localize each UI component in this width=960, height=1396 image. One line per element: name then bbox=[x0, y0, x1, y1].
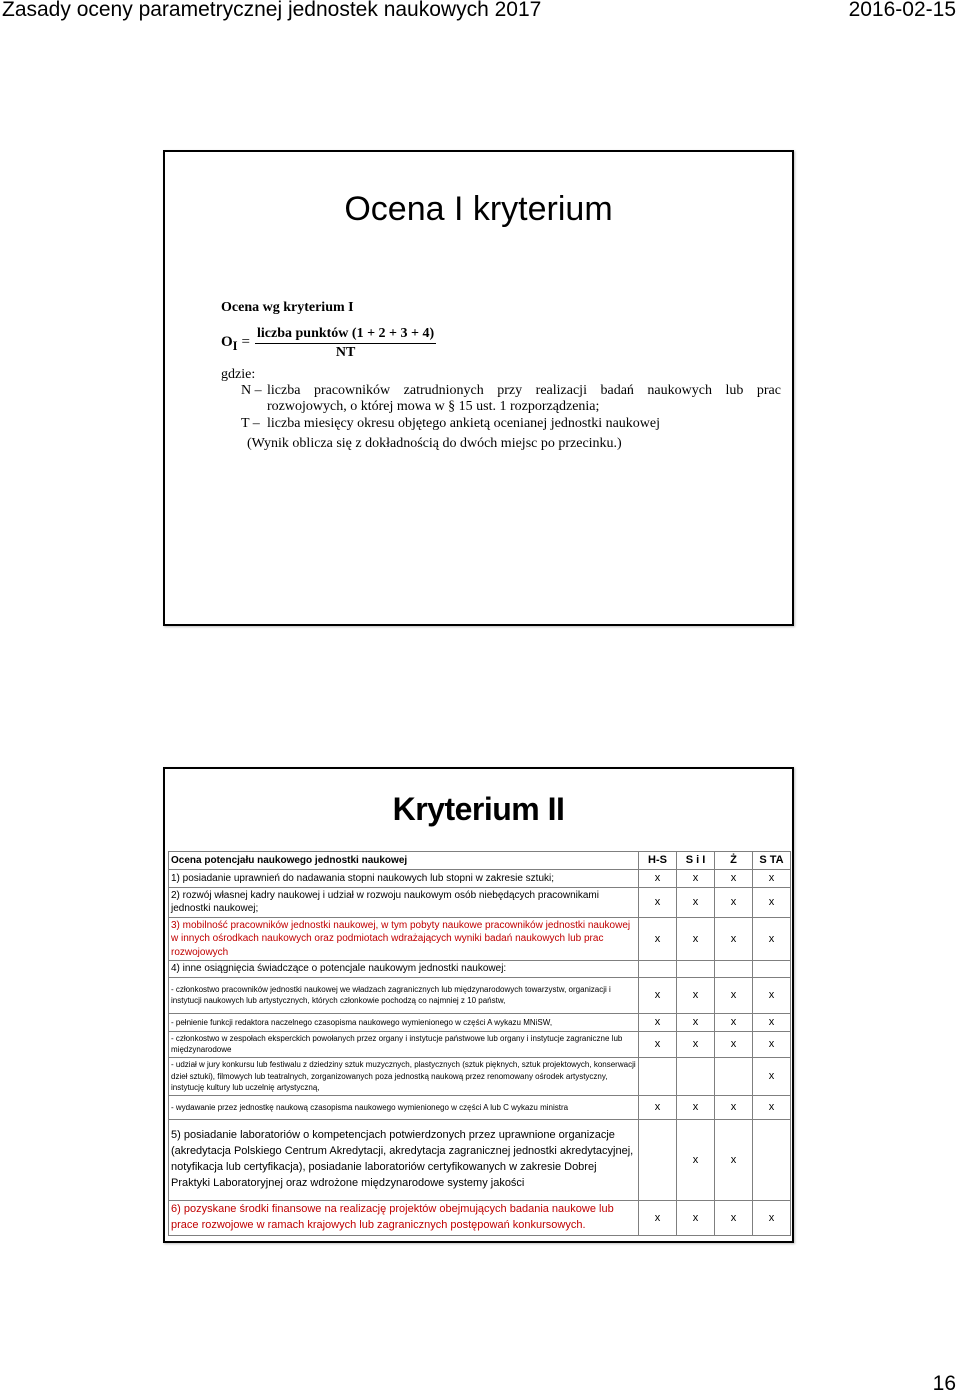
row-mark: x bbox=[639, 917, 677, 961]
row-mark: x bbox=[677, 917, 715, 961]
table-row bbox=[169, 1201, 791, 1236]
formula-note: (Wynik oblicza się z dokładnością do dwóch miejsc po przecinku.) bbox=[247, 435, 622, 451]
definition-symbol: T – bbox=[241, 415, 260, 431]
row-label: - wydawanie przez jednostkę naukową czasopisma naukowego wymienionego w części A lub C wykazu ministra bbox=[169, 1095, 639, 1120]
row-mark: x bbox=[753, 917, 791, 961]
row-mark: x bbox=[753, 887, 791, 917]
row-mark: x bbox=[639, 1095, 677, 1120]
row-mark: x bbox=[677, 1095, 715, 1120]
row-label: - udział w jury konkursu lub festiwalu z dziedziny sztuk muzycznych, plastycznych (sztuk pięknych, sztuk projektowych, konserwacji dzieł sztuki), filmowych lub teatralnych, zorganizowanych poza jednostką naukową przez renomowany ośrodek artystyczny, instytucję kultury lub uczelnię artystyczną, bbox=[169, 1057, 639, 1095]
row-mark: x bbox=[639, 977, 677, 1013]
page-number: 16 bbox=[932, 1372, 956, 1395]
row-mark: x bbox=[677, 1031, 715, 1057]
row-mark: x bbox=[753, 1095, 791, 1120]
row-mark: x bbox=[753, 1201, 791, 1236]
row-mark: x bbox=[753, 869, 791, 887]
row-mark: x bbox=[639, 869, 677, 887]
table-header-row bbox=[169, 852, 791, 870]
table-row bbox=[169, 1120, 791, 1201]
row-mark: x bbox=[677, 1201, 715, 1236]
row-mark bbox=[753, 1120, 791, 1201]
formula-lhs-subscript: I bbox=[232, 339, 238, 353]
row-mark bbox=[639, 1057, 677, 1095]
definition-symbol: N – bbox=[241, 383, 262, 399]
table-row bbox=[169, 917, 791, 961]
table-row bbox=[169, 869, 791, 887]
formula-heading: Ocena wg kryterium I bbox=[221, 300, 354, 315]
row-mark: x bbox=[677, 1120, 715, 1201]
formula-where-label: gdzie: bbox=[221, 367, 256, 383]
row-label: 4) inne osiągnięcia świadczące o potencjale naukowym jednostki naukowej: bbox=[169, 961, 639, 978]
table-row bbox=[169, 1095, 791, 1120]
definition-n bbox=[221, 383, 781, 415]
document-header-date: 2016-02-15 bbox=[848, 0, 956, 21]
table-row bbox=[169, 977, 791, 1013]
row-mark bbox=[715, 1057, 753, 1095]
row-mark bbox=[639, 961, 677, 978]
row-mark: x bbox=[753, 1031, 791, 1057]
row-mark: x bbox=[677, 977, 715, 1013]
row-mark: x bbox=[715, 1120, 753, 1201]
slide-kryterium-ii bbox=[163, 767, 794, 1243]
row-mark: x bbox=[639, 1013, 677, 1031]
row-mark: x bbox=[639, 887, 677, 917]
row-mark: x bbox=[715, 1031, 753, 1057]
row-mark: x bbox=[715, 1201, 753, 1236]
slide-title: Ocena I kryterium bbox=[344, 190, 613, 228]
formula-numerator: liczba punktów (1 + 2 + 3 + 4) bbox=[255, 326, 436, 344]
definition-t bbox=[221, 416, 781, 432]
row-label: - pełnienie funkcji redaktora naczelnego czasopisma naukowego wymienionego w części A wykazu MNiSW, bbox=[169, 1013, 639, 1031]
formula-block bbox=[221, 300, 781, 452]
row-mark bbox=[677, 961, 715, 978]
row-label: 1) posiadanie uprawnień do nadawania stopni naukowych lub stopni w zakresie sztuki; bbox=[169, 869, 639, 887]
row-label: 3) mobilność pracowników jednostki naukowej, w tym pobyty naukowe pracowników jednostki naukowej w innych ośrodkach naukowych oraz podmiotach wdrażających wyniki badań naukowych lub prac rozwojowych bbox=[169, 917, 639, 961]
row-label: - członkostwo w zespołach eksperckich powołanych przez organy i instytucje państwowe lub organy i instytucje zagraniczne lub międzynarodowe bbox=[169, 1031, 639, 1057]
table-header-label: Ocena potencjału naukowego jednostki naukowej bbox=[169, 852, 639, 870]
table-row bbox=[169, 961, 791, 978]
table-row bbox=[169, 1013, 791, 1031]
formula-equation bbox=[221, 326, 781, 361]
formula-denominator: NT bbox=[335, 345, 356, 361]
slide-ocena-i-kryterium bbox=[163, 150, 794, 626]
row-mark: x bbox=[715, 917, 753, 961]
row-mark: x bbox=[753, 1013, 791, 1031]
column-header-hs: H-S bbox=[639, 852, 677, 870]
column-header-z: Ż bbox=[715, 852, 753, 870]
row-mark: x bbox=[639, 1031, 677, 1057]
slide-title: Kryterium II bbox=[392, 791, 565, 827]
row-mark: x bbox=[715, 887, 753, 917]
row-mark: x bbox=[715, 977, 753, 1013]
definition-text: liczba miesięcy okresu objętego ankietą ocenianej jednostki naukowej bbox=[267, 415, 661, 431]
row-label: 2) rozwój własnej kadry naukowej i udział w rozwoju naukowym osób niebędących pracownikami jednostki naukowej; bbox=[169, 887, 639, 917]
row-label: 6) pozyskane środki finansowe na realizację projektów obejmujących badania naukowe lub prace rozwojowe w ramach krajowych lub zagranicznych postępowań konkursowych. bbox=[169, 1201, 639, 1236]
row-mark bbox=[639, 1120, 677, 1201]
row-mark: x bbox=[715, 1013, 753, 1031]
row-mark: x bbox=[715, 1095, 753, 1120]
row-label: - członkostwo pracowników jednostki naukowej we władzach zagranicznych lub międzynarodowych towarzystw, organizacji i instytucji naukowych lub artystycznych, których członkowie pochodzą co najmniej z 10 państw, bbox=[169, 977, 639, 1013]
row-mark: x bbox=[753, 977, 791, 1013]
row-label: 5) posiadanie laboratoriów o kompetencjach potwierdzonych przez uprawnione organizacje (akredytacja Polskiego Centrum Akredytacji, akredytacja zagranicznej jednostki akredytacyjnej, notyfikacja lub certyfikacja), posiadanie laboratoriów certyfikowanych w zakresie Dobrej Praktyki Laboratoryjnej oraz wdrożone międzynarodowe systemy jakości bbox=[169, 1120, 639, 1201]
row-mark bbox=[753, 961, 791, 978]
row-mark: x bbox=[677, 1013, 715, 1031]
column-header-sta: S TA bbox=[753, 852, 791, 870]
row-mark bbox=[715, 961, 753, 978]
column-header-sii: S i I bbox=[677, 852, 715, 870]
formula-fraction bbox=[255, 326, 436, 361]
row-mark: x bbox=[639, 1201, 677, 1236]
row-mark: x bbox=[677, 869, 715, 887]
table-row bbox=[169, 1031, 791, 1057]
table-row bbox=[169, 1057, 791, 1095]
document-header-title: Zasady oceny parametrycznej jednostek naukowych 2017 bbox=[2, 0, 542, 21]
table-row bbox=[169, 887, 791, 917]
criteria-table bbox=[168, 851, 791, 1236]
row-mark: x bbox=[677, 887, 715, 917]
formula-lhs: $O_I$ = bbox=[221, 334, 251, 353]
row-mark: x bbox=[715, 869, 753, 887]
row-mark bbox=[677, 1057, 715, 1095]
row-mark: x bbox=[753, 1057, 791, 1095]
definition-text: liczba pracowników zatrudnionych przy realizacji badań naukowych lub prac rozwojowych, o której mowa w § 15 ust. 1 rozporządzenia; bbox=[267, 383, 781, 415]
